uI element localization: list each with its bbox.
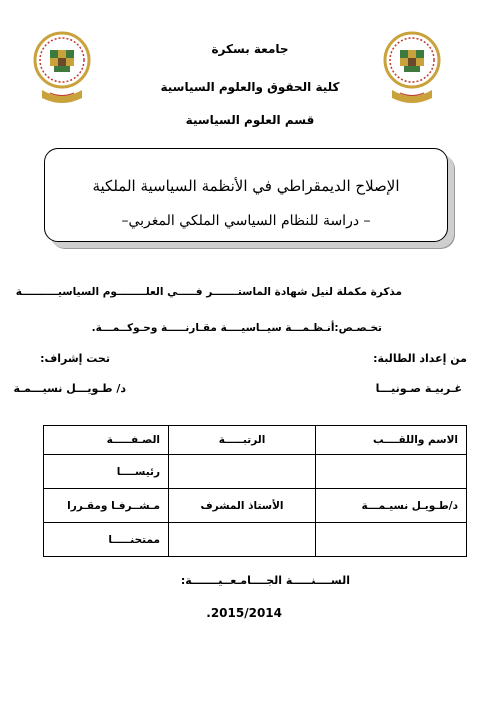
department-name: قسم العلوم السياسية bbox=[185, 113, 315, 127]
title-box bbox=[44, 148, 448, 242]
memo-degree-line: مذكرة مكملة لنيل شهادة الماستـــــــر فـــــي العلــــــــوم السياسيــــــــــة bbox=[15, 286, 402, 298]
name-cell bbox=[316, 455, 467, 489]
thesis-title: الإصلاح الديمقراطي في الأنظمة السياسية الملكية bbox=[92, 177, 400, 195]
thesis-subtitle: – دراسة للنظام السياسي الملكي المغربي– bbox=[121, 213, 371, 229]
supervisor-name: د/ طـويـــل نسيـــمـة bbox=[13, 382, 126, 395]
table-row bbox=[44, 523, 467, 557]
academic-year-label: الســــنـــــة الجــــامـعــيـــــــة: bbox=[180, 574, 350, 587]
role-cell: ممتحنـــــا bbox=[44, 523, 169, 557]
rank-cell bbox=[169, 455, 316, 489]
name-cell: د/طـويـل نسيـمـــة bbox=[316, 489, 467, 523]
supervisor-label: تحت إشراف: bbox=[40, 352, 110, 365]
header-name-cell: الاسم واللقــــب bbox=[316, 426, 467, 455]
table-row bbox=[44, 455, 467, 489]
table-row bbox=[44, 489, 467, 523]
university-name: جامعة بسكرة bbox=[211, 42, 289, 56]
academic-year-value: 2015/2014. bbox=[206, 606, 282, 620]
header-role-cell: الصـفـــــة bbox=[44, 426, 169, 455]
student-label: من إعداد الطالبة: bbox=[373, 352, 467, 365]
name-cell bbox=[316, 523, 467, 557]
role-cell: مـشــرفـا ومقـررا bbox=[44, 489, 169, 523]
rank-cell bbox=[169, 523, 316, 557]
university-logo-left bbox=[32, 30, 92, 106]
header-rank-cell: الرتبـــــة bbox=[169, 426, 316, 455]
table-header-row bbox=[44, 426, 467, 455]
faculty-name: كلية الحقوق والعلوم السياسية bbox=[160, 80, 340, 94]
student-name: غـربيـة صـونيـــا bbox=[375, 382, 462, 395]
memo-specialty-line: تخـصـص:أنـظـمـــة سيــاسيــــة مقـارنـــــة وحـوكــمـــة. bbox=[91, 322, 382, 334]
university-logo-right bbox=[382, 30, 442, 106]
committee-table bbox=[43, 425, 467, 557]
rank-cell: الأستاذ المشرف bbox=[169, 489, 316, 523]
role-cell: رئيســــا bbox=[44, 455, 169, 489]
